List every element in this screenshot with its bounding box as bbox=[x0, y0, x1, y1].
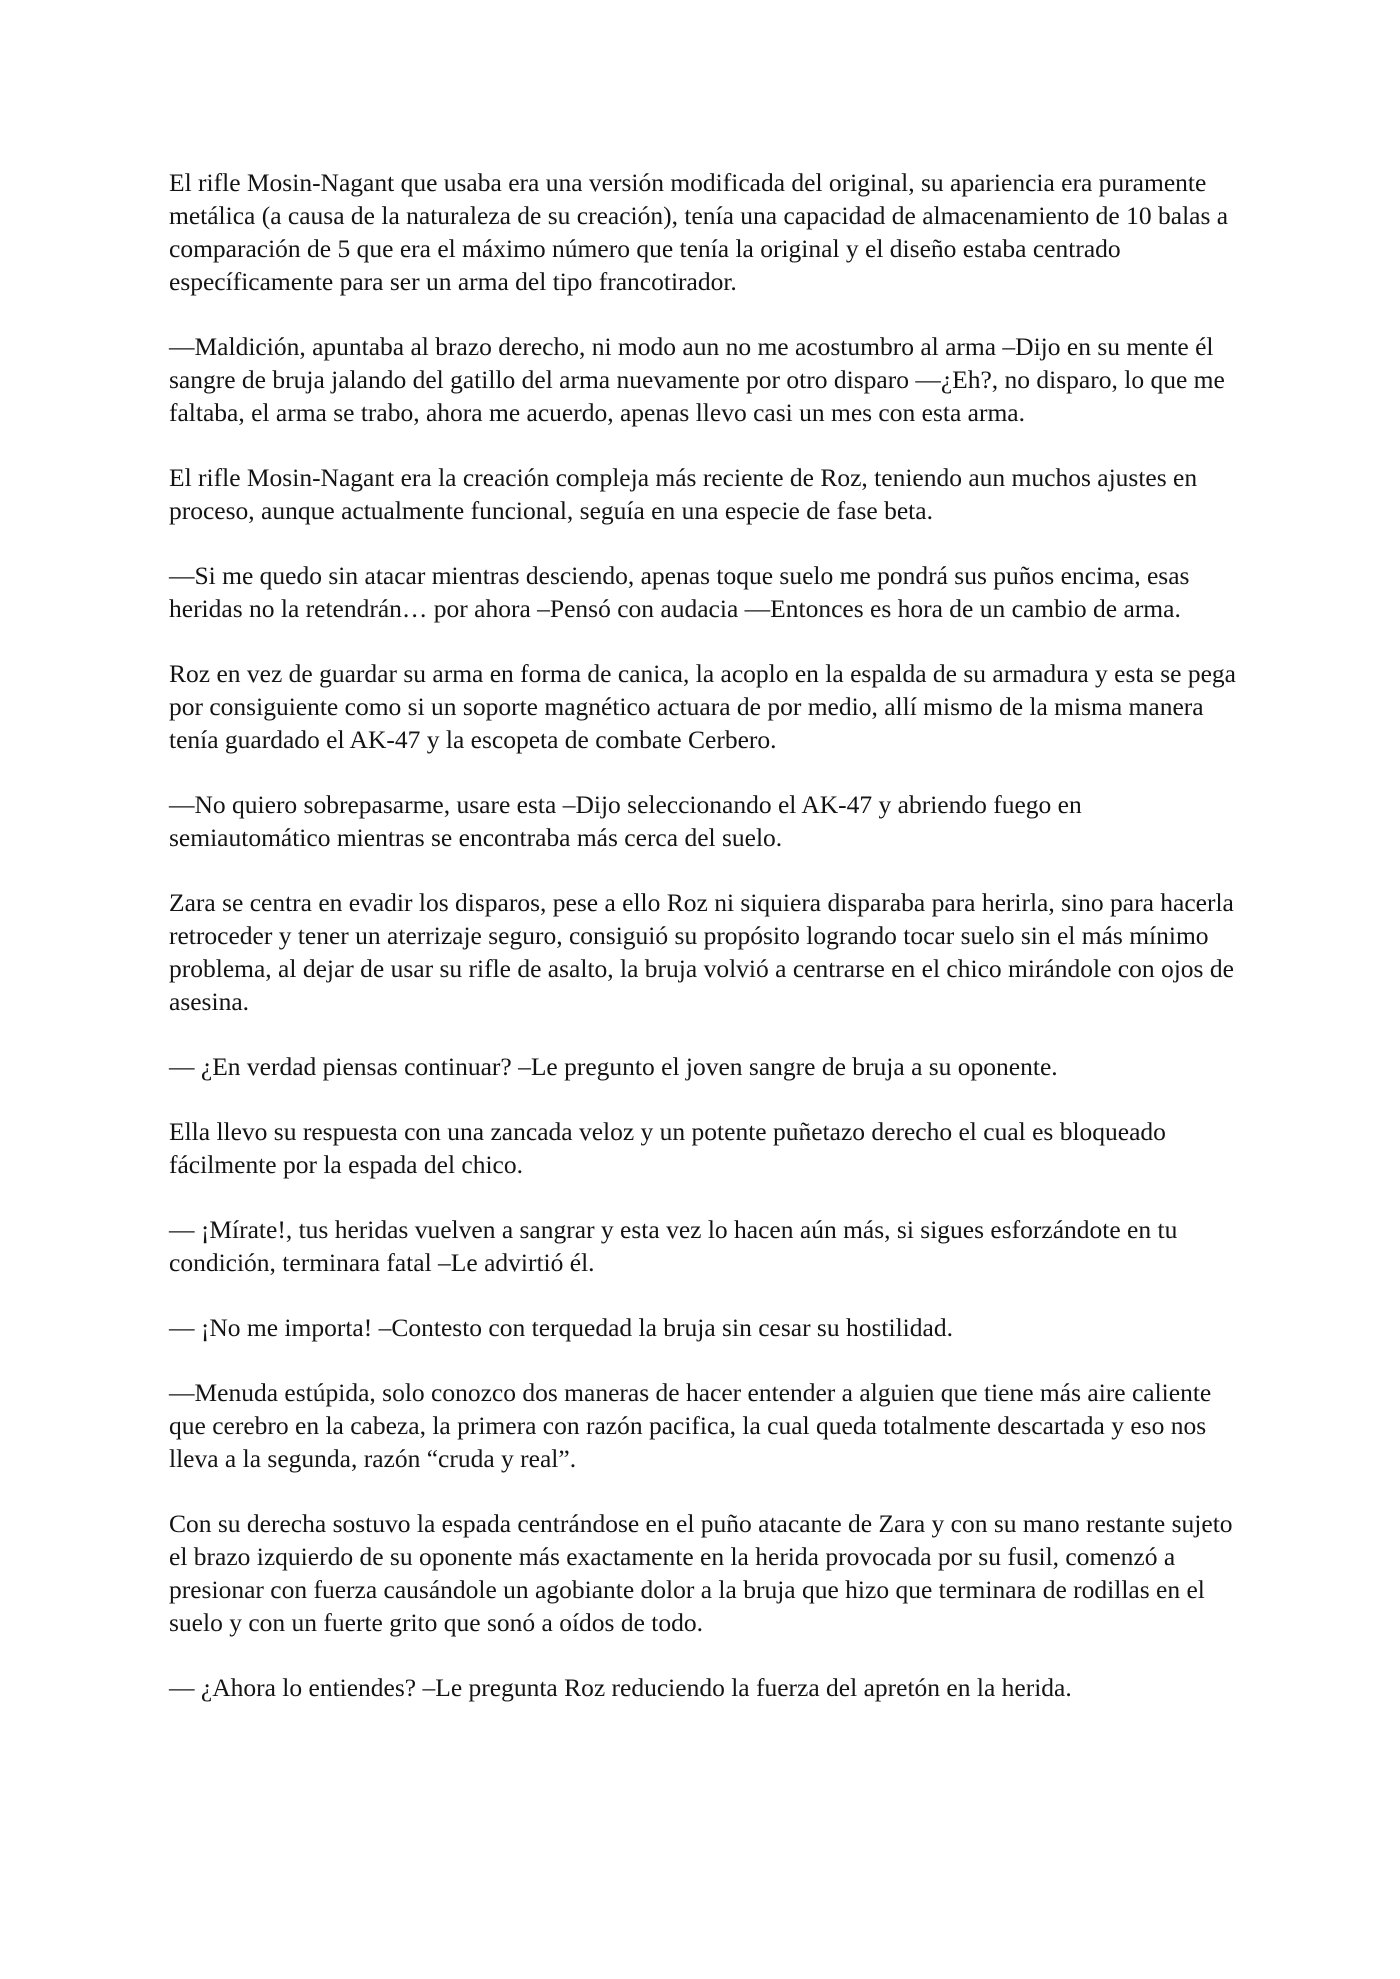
paragraph-13: Con su derecha sostuvo la espada centrándose en el puño atacante de Zara y con su mano restante sujeto el brazo izquierdo de su oponente más exactamente en la herida provocada por su fusil, comenzó a presionar con fuerza causándole un agobiante dolor a la bruja que hizo que terminara de rodillas en el suelo y con un fuerte grito que sonó a oídos de todo. bbox=[169, 1509, 1233, 1637]
paragraph-9: Ella llevo su respuesta con una zancada veloz y un potente puñetazo derecho el cual es bloqueado fácilmente por la espada del chico. bbox=[169, 1117, 1166, 1179]
paragraph-12: —Menuda estúpida, solo conozco dos maneras de hacer entender a alguien que tiene más aire caliente que cerebro en la cabeza, la primera con razón pacifica, la cual queda totalmente descartada y eso nos lleva a la segunda, razón “cruda y real”. bbox=[169, 1378, 1212, 1473]
paragraph-3: El rifle Mosin-Nagant era la creación compleja más reciente de Roz, teniendo aun muchos ajustes en proceso, aunque actualmente funcional, seguía en una especie de fase beta. bbox=[169, 463, 1198, 525]
paragraph-8: — ¿En verdad piensas continuar? –Le pregunto el joven sangre de bruja a su oponente. bbox=[169, 1052, 1058, 1081]
paragraph-6: —No quiero sobrepasarme, usare esta –Dijo seleccionando el AK-47 y abriendo fuego en semiautomático mientras se encontraba más cerca del suelo. bbox=[169, 790, 1082, 852]
document-body bbox=[169, 166, 1244, 1736]
paragraph-14: — ¿Ahora lo entiendes? –Le pregunta Roz reduciendo la fuerza del apretón en la herida. bbox=[169, 1673, 1072, 1702]
paragraph-11: — ¡No me importa! –Contesto con terquedad la bruja sin cesar su hostilidad. bbox=[169, 1313, 953, 1342]
paragraph-7: Zara se centra en evadir los disparos, pese a ello Roz ni siquiera disparaba para herirla, sino para hacerla retroceder y tener un aterrizaje seguro, consiguió su propósito logrando tocar suelo sin el más mínimo problema, al dejar de usar su rifle de asalto, la bruja volvió a centrarse en el chico mirándole con ojos de asesina. bbox=[169, 888, 1234, 1016]
paragraph-4: —Si me quedo sin atacar mientras desciendo, apenas toque suelo me pondrá sus puños encima, esas heridas no la retendrán… por ahora –Pensó con audacia —Entonces es hora de un cambio de arma. bbox=[169, 561, 1190, 623]
paragraph-5: Roz en vez de guardar su arma en forma de canica, la acoplo en la espalda de su armadura y esta se pega por consiguiente como si un soporte magnético actuara de por medio, allí mismo de la misma manera tenía guardado el AK-47 y la escopeta de combate Cerbero. bbox=[169, 659, 1236, 754]
paragraph-10: — ¡Mírate!, tus heridas vuelven a sangrar y esta vez lo hacen aún más, si sigues esforzándote en tu condición, terminara fatal –Le advirtió él. bbox=[169, 1215, 1178, 1277]
paragraph-1: El rifle Mosin-Nagant que usaba era una versión modificada del original, su apariencia era puramente metálica (a causa de la naturaleza de su creación), tenía una capacidad de almacenamiento de 10 balas a comparación de 5 que era el máximo número que tenía la original y el diseño estaba centrado específicamente para ser un arma del tipo francotirador. bbox=[169, 168, 1229, 296]
paragraph-2: —Maldición, apuntaba al brazo derecho, ni modo aun no me acostumbro al arma –Dijo en su mente él sangre de bruja jalando del gatillo del arma nuevamente por otro disparo —¿Eh?, no disparo, lo que me faltaba, el arma se trabo, ahora me acuerdo, apenas llevo casi un mes con esta arma. bbox=[169, 332, 1225, 427]
